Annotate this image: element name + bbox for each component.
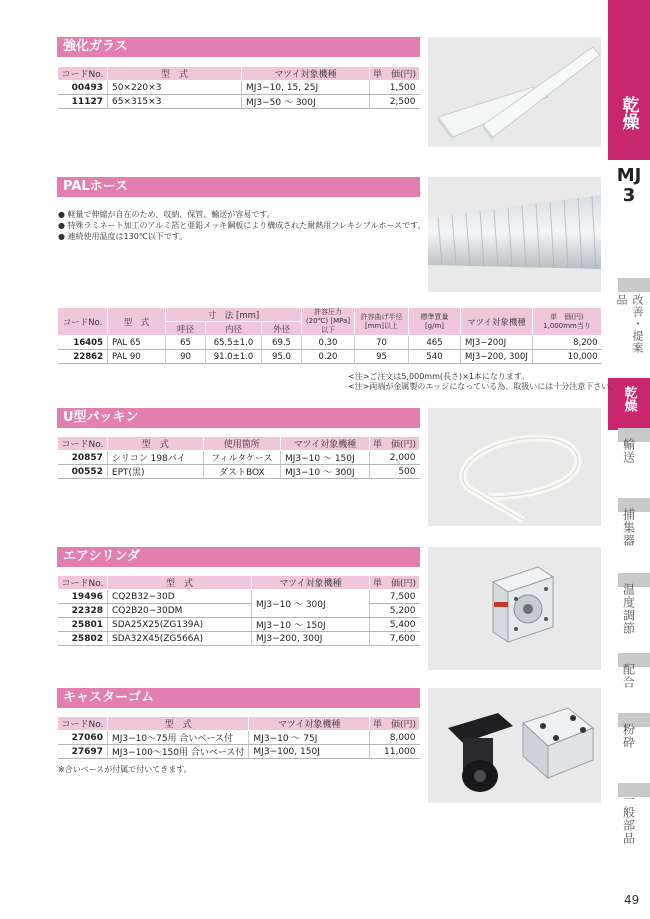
machine-cell: MJ3−10 〜 300J: [251, 590, 369, 618]
pal-table: [57, 307, 602, 364]
header-model: 型 式: [107, 67, 241, 81]
machine-cell: MJ3−200, 300J: [461, 350, 533, 364]
price-cell: 500: [369, 465, 419, 479]
sidebar-item-collector[interactable]: [608, 498, 650, 573]
packing-photo: [428, 408, 601, 526]
machine-cell: MJ3−10 〜 75J: [249, 731, 370, 745]
pal-note-1: <注>ご注文は5,000mm(長さ)×1本になります。: [348, 372, 530, 381]
glass-table: [57, 66, 420, 109]
machine-cell: MJ3−50 〜 300J: [241, 95, 369, 109]
model-cell: PAL 65: [108, 336, 166, 350]
price-cell: 7,600: [369, 632, 419, 646]
header-price: 単 価(円): [369, 67, 419, 81]
table-row: [58, 618, 420, 632]
code-cell: 22862: [58, 350, 108, 364]
header-nominal: 呼径: [166, 322, 206, 336]
header-model: 型 式: [107, 717, 248, 731]
sidebar-item-label: 改善・提案品: [615, 294, 644, 354]
bend-cell: 70: [355, 336, 409, 350]
price-cell: 1,500: [369, 81, 419, 95]
header-outer: 外径: [262, 322, 302, 336]
model-cell: EPT(黒): [107, 465, 203, 479]
model-cell: 50×220×3: [107, 81, 241, 95]
cylinder-image: [428, 547, 601, 670]
header-machine: マツイ対象機種: [251, 576, 369, 590]
mass-cell: 465: [409, 336, 461, 350]
bullet-item: ● 連続使用温度は130℃以下です。: [58, 232, 188, 241]
sidebar-item-label: 温度調節: [621, 583, 636, 635]
header-inner: 内径: [206, 322, 262, 336]
header-price: 単 価(円): [369, 437, 419, 451]
cylinder-table: [57, 575, 420, 646]
outer-cell: 95.0: [262, 350, 302, 364]
header-mass: 標準質量 [g/m]: [409, 308, 461, 336]
model-cell: シリコン 198パイ: [107, 451, 203, 465]
section-title-caster: キャスターゴム: [57, 688, 420, 708]
code-cell: 20857: [58, 451, 108, 465]
header-model: 型 式: [107, 437, 203, 451]
inner-cell: 65.5±1.0: [206, 336, 262, 350]
sidebar-item-label: 粉砕: [621, 723, 636, 749]
header-code: コードNo.: [58, 308, 108, 336]
model-cell: SDA32X45(ZG566A): [107, 632, 251, 646]
sidebar-item-blending[interactable]: [608, 653, 650, 713]
code-cell: 22328: [58, 604, 108, 618]
caster-table: [57, 716, 420, 759]
bullet-text: 軽量で伸縮が自在のため、収納、保管、輸送が容易です。: [67, 210, 275, 219]
price-cell: 8,000: [369, 731, 419, 745]
model-cell: MJ3−10〜75用 合いベース付: [107, 731, 248, 745]
table-row: [58, 95, 420, 109]
bullet-text: 特殊ラミネート加工のアルミ箔と亜鉛メッキ鋼板により構成された耐熱用フレキシブルホースです。: [67, 221, 426, 230]
table-row: [58, 465, 420, 479]
header-machine: マツイ対象機種: [249, 717, 370, 731]
header-machine: マツイ対象機種: [280, 437, 369, 451]
price-cell: 11,000: [369, 745, 419, 759]
header-place: 使用箇所: [203, 437, 280, 451]
header-machine: マツイ対象機種: [461, 308, 533, 336]
machine-cell: MJ3−10 〜 150J: [251, 618, 369, 632]
header-machine: マツイ対象機種: [241, 67, 369, 81]
bend-cell: 95: [355, 350, 409, 364]
glass-plate-image: [428, 37, 601, 147]
model-cell: CQ2B32−30D: [107, 590, 251, 604]
header-pressure: 許容圧力(20℃) [MPa]以下: [302, 308, 355, 336]
caster-image: [428, 688, 601, 803]
header-bend-radius: 許容曲げ半径 [mm]以上: [355, 308, 409, 336]
table-row: [58, 336, 602, 350]
machine-cell: MJ3−200J: [461, 336, 533, 350]
machine-cell: MJ3−100, 150J: [249, 745, 370, 759]
header-dimensions: 寸 法 [mm]: [166, 308, 302, 322]
pal-photo: [428, 177, 601, 292]
bullet-text: 連続使用温度は130℃以下です。: [67, 232, 188, 241]
sidebar-item-label: 乾燥: [621, 386, 637, 412]
price-cell: 10,000: [533, 350, 602, 364]
section-title-glass: 強化ガラス: [57, 37, 420, 57]
packing-image: [428, 408, 601, 526]
sidebar-item-temperature[interactable]: [608, 573, 650, 653]
mj3-label: MJ3: [616, 165, 642, 206]
caster-note: ※合いベースが付属で付いてきます。: [58, 765, 192, 774]
header-code: コードNo.: [58, 576, 108, 590]
section-title-cylinder: エアシリンダ: [57, 547, 420, 567]
model-cell: MJ3−100〜150用 合いベース付: [107, 745, 248, 759]
machine-cell: MJ3−10, 15, 25J: [241, 81, 369, 95]
caster-photo: [428, 688, 601, 803]
sidebar-item-crushing[interactable]: [608, 713, 650, 783]
machine-cell: MJ3−10 〜 300J: [280, 465, 369, 479]
model-cell: SDA25X25(ZG139A): [107, 618, 251, 632]
sidebar-item-transport[interactable]: [608, 428, 650, 498]
pal-bullets: [58, 209, 425, 242]
bullet-item: ● 軽量で伸縮が自在のため、収納、保管、輸送が容易です。: [58, 210, 275, 219]
model-cell: CQ2B20−30DM: [107, 604, 251, 618]
sidebar-item-kaizen[interactable]: [608, 278, 650, 358]
header-code: コードNo.: [58, 717, 108, 731]
table-row: [58, 81, 420, 95]
section-title-packing: U型パッキン: [57, 408, 420, 428]
tab-drying-label: 乾燥: [618, 96, 639, 130]
hose-image: [428, 177, 601, 292]
table-row: [58, 451, 420, 465]
price-cell: 2,000: [369, 451, 419, 465]
nominal-cell: 65: [166, 336, 206, 350]
header-model: 型 式: [108, 308, 166, 336]
price-cell: 5,400: [369, 618, 419, 632]
price-cell: 2,500: [369, 95, 419, 109]
code-cell: 25802: [58, 632, 108, 646]
header-price: 単 価(円): [369, 717, 419, 731]
tab-marker: [618, 278, 650, 292]
sidebar-item-label: 捕集器: [621, 508, 636, 547]
price-cell: 7,500: [369, 590, 419, 604]
code-cell: 27060: [58, 731, 108, 745]
section-title-pal: PALホース: [57, 177, 420, 197]
page-number: 49: [624, 893, 640, 907]
code-cell: 25801: [58, 618, 108, 632]
machine-cell: MJ3−10 〜 150J: [280, 451, 369, 465]
tab-drying[interactable]: [608, 0, 650, 160]
code-cell: 16405: [58, 336, 108, 350]
cylinder-photo: [428, 547, 601, 670]
mass-cell: 540: [409, 350, 461, 364]
glass-photo: [428, 37, 601, 147]
model-cell: 65×315×3: [107, 95, 241, 109]
pressure-cell: 0.30: [302, 336, 355, 350]
header-model: 型 式: [107, 576, 251, 590]
code-cell: 19496: [58, 590, 108, 604]
price-cell: 5,200: [369, 604, 419, 618]
outer-cell: 69.5: [262, 336, 302, 350]
header-price: 単 価(円): [369, 576, 419, 590]
inner-cell: 91.0±1.0: [206, 350, 262, 364]
sidebar-item-general[interactable]: [608, 783, 650, 863]
packing-table: [57, 436, 420, 479]
code-cell: 11127: [58, 95, 108, 109]
model-cell: PAL 90: [108, 350, 166, 364]
sidebar-item-label: 輸送: [621, 438, 636, 464]
code-cell: 00552: [58, 465, 108, 479]
pressure-cell: 0.20: [302, 350, 355, 364]
sidebar-item-label: 一般部品: [621, 793, 636, 845]
code-cell: 27697: [58, 745, 108, 759]
table-row: [58, 731, 420, 745]
table-row: [58, 632, 420, 646]
header-code: コードNo.: [58, 437, 108, 451]
place-cell: フィルタケース: [203, 451, 280, 465]
header-price: 単 価(円) 1,000mm当り: [533, 308, 602, 336]
nominal-cell: 90: [166, 350, 206, 364]
table-row: [58, 350, 602, 364]
bullet-item: ● 特殊ラミネート加工のアルミ箔と亜鉛メッキ鋼板により構成された耐熱用フレキシブルホースです。: [58, 221, 426, 230]
pal-note-2: <注>両端が金属製のエッジになっている為、取扱いには十分注意下さい。: [348, 382, 618, 391]
place-cell: ダストBOX: [203, 465, 280, 479]
table-row: [58, 590, 420, 604]
price-cell: 8,200: [533, 336, 602, 350]
table-row: [58, 745, 420, 759]
code-cell: 00493: [58, 81, 108, 95]
header-code: コードNo.: [58, 67, 108, 81]
machine-cell: MJ3−200, 300J: [251, 632, 369, 646]
sidebar-item-label: 配合: [621, 663, 636, 689]
